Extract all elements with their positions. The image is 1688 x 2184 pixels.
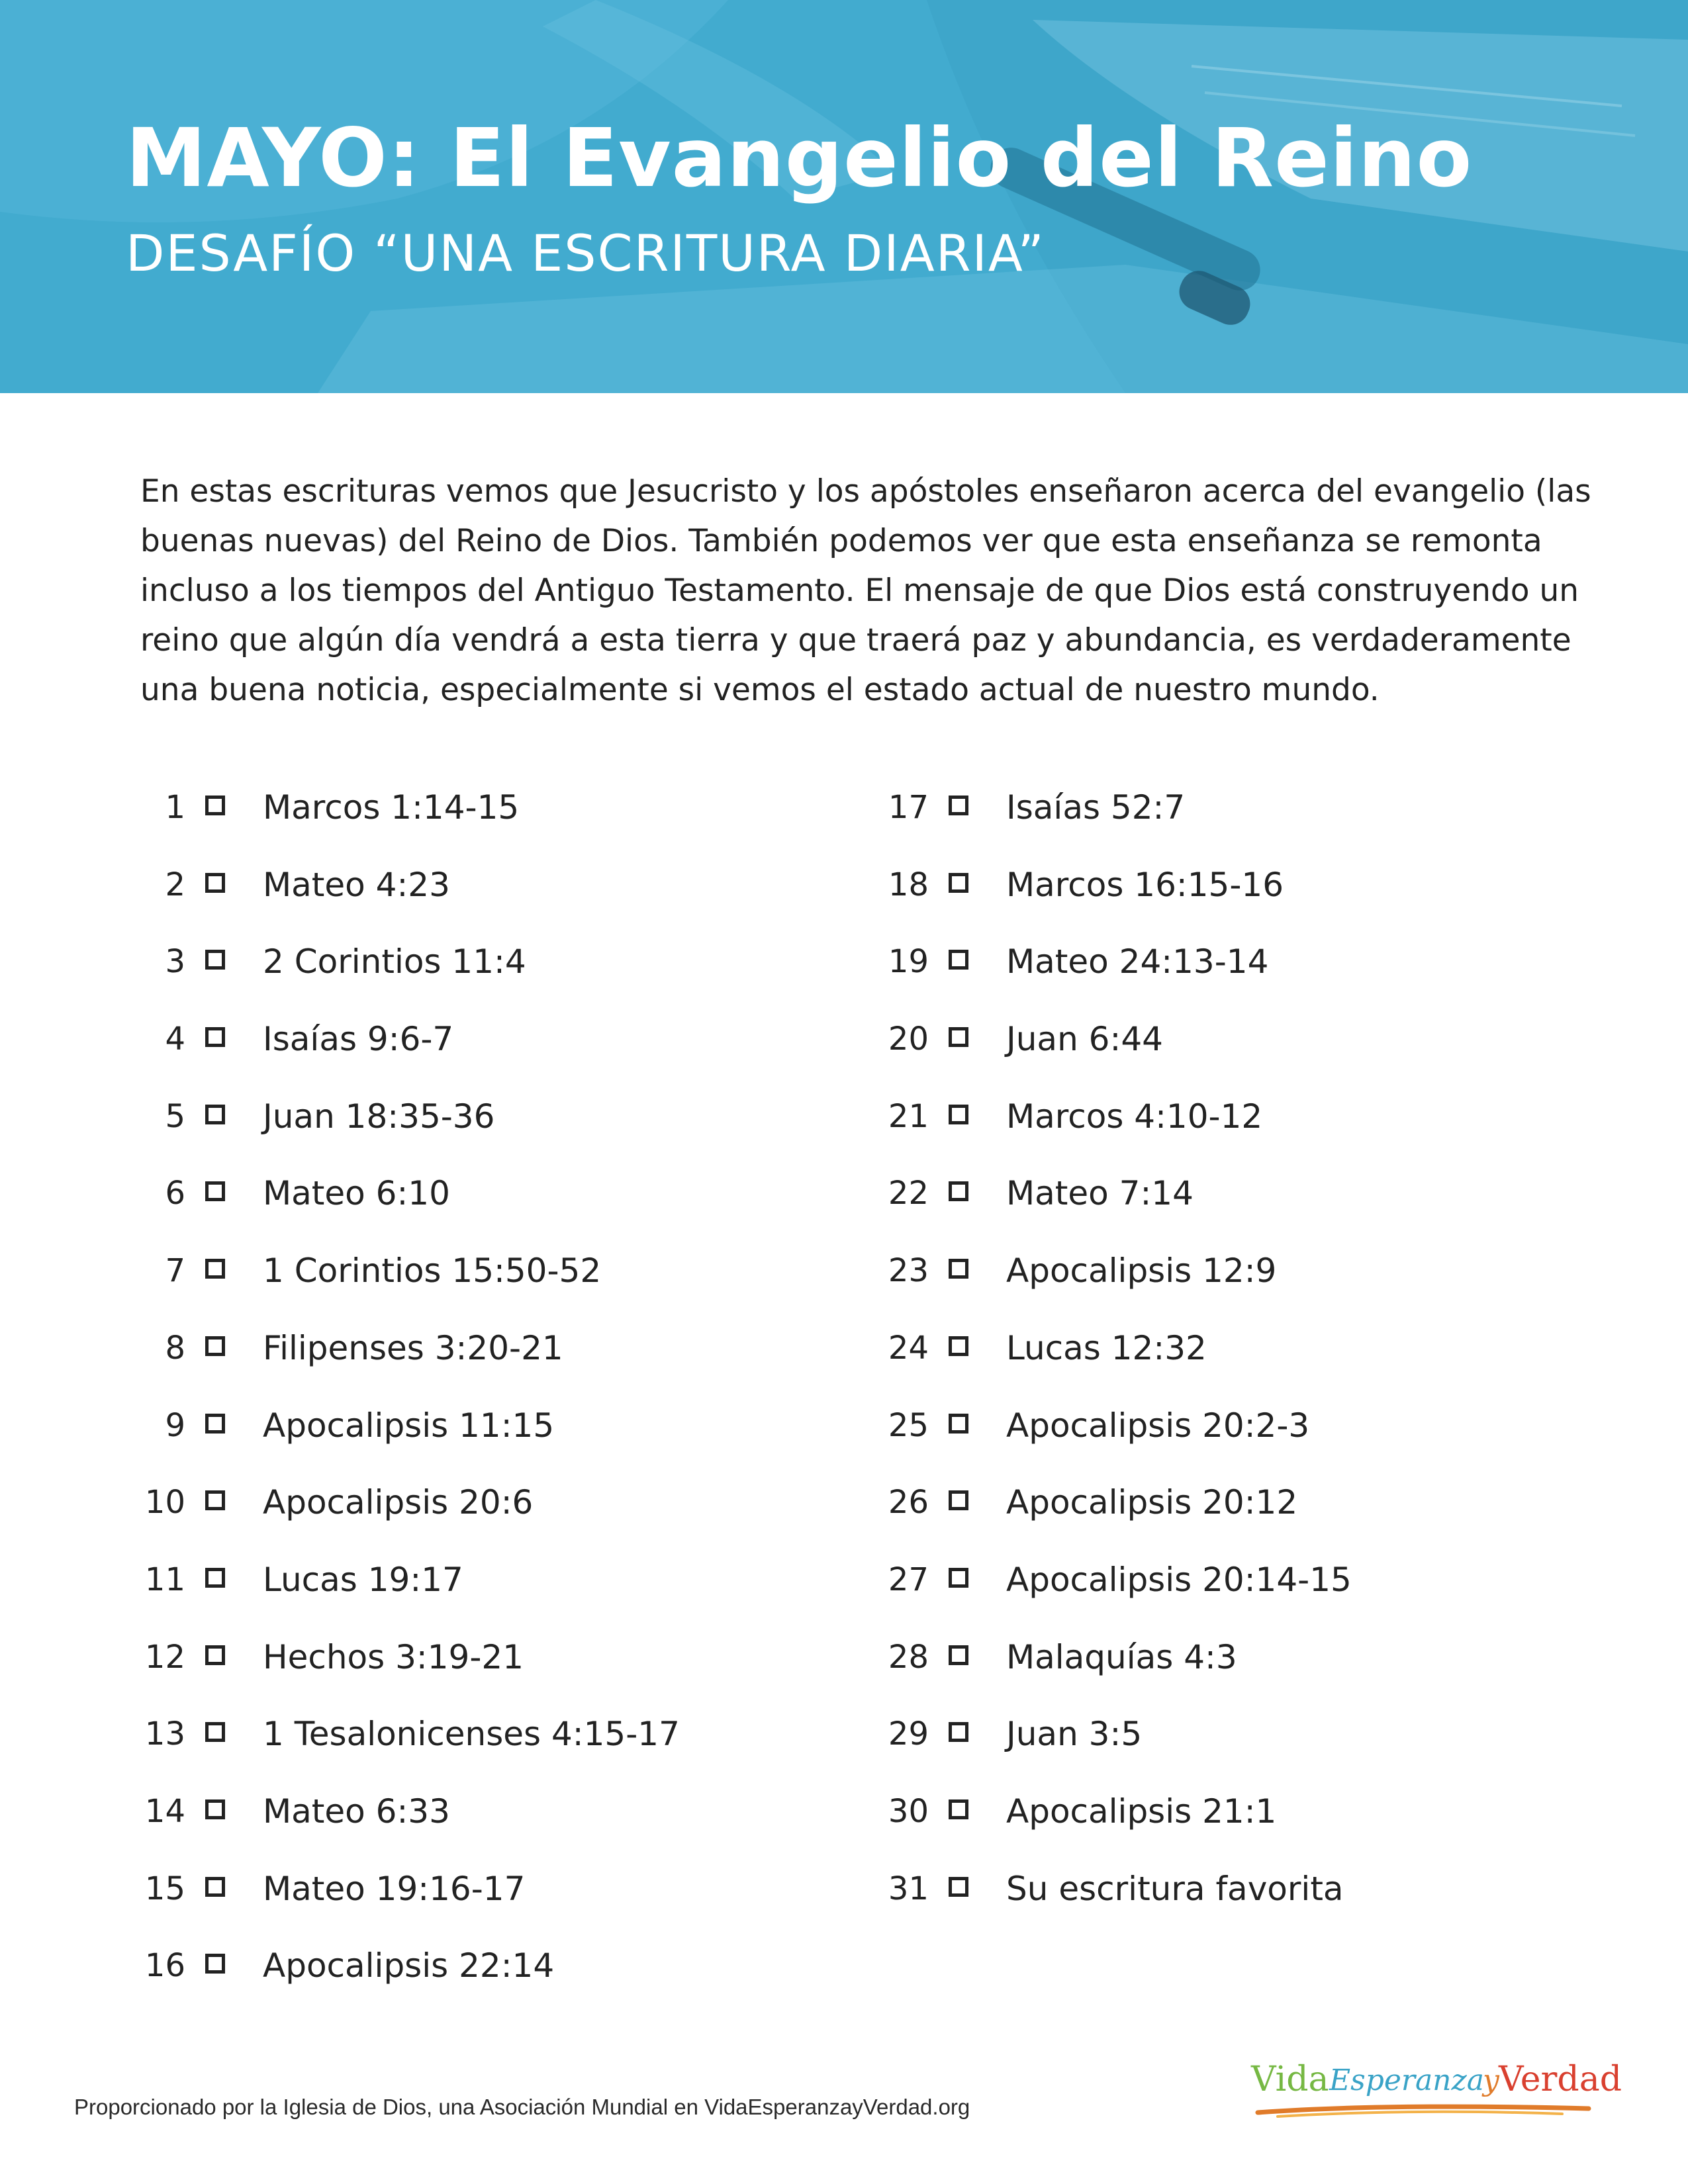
day-number: 26: [888, 1484, 929, 1522]
reading-row: [884, 1553, 1612, 1631]
reading-checkbox[interactable]: [205, 1799, 225, 1819]
reading-row: [140, 1322, 868, 1399]
reading-row: [140, 781, 868, 858]
scripture-reference: Marcos 4:10-12: [1006, 1097, 1263, 1136]
logo-word-verdad: Verdad: [1499, 2060, 1622, 2099]
logo-word-esperanza: Esperanza: [1329, 2064, 1484, 2097]
reading-checkbox[interactable]: [949, 1568, 968, 1588]
day-number: 18: [888, 866, 929, 903]
day-number: 29: [888, 1715, 929, 1753]
reading-row: [884, 1476, 1612, 1553]
logo-word-y: y: [1483, 2064, 1499, 2097]
reading-checkbox[interactable]: [205, 950, 225, 970]
reading-checkbox[interactable]: [205, 1722, 225, 1742]
reading-row: [884, 781, 1612, 858]
reading-checkbox[interactable]: [949, 1799, 968, 1819]
scripture-reference: Isaías 9:6-7: [263, 1020, 454, 1059]
reading-list-left: [140, 781, 868, 2017]
day-number: 13: [144, 1715, 185, 1753]
reading-row: [140, 1939, 868, 2017]
page-title: MAYO: El Evangelio del Reino: [126, 111, 1473, 205]
reading-row: [140, 1862, 868, 1940]
day-number: 3: [165, 943, 185, 981]
reading-checkbox[interactable]: [205, 1568, 225, 1588]
day-number: 9: [165, 1406, 185, 1444]
day-number: 23: [888, 1252, 929, 1290]
reading-checkbox[interactable]: [205, 796, 225, 815]
scripture-reference: Lucas 19:17: [263, 1560, 463, 1599]
scripture-reference: Marcos 1:14-15: [263, 788, 520, 827]
scripture-reference: Hechos 3:19-21: [263, 1637, 524, 1676]
reading-row: [884, 1322, 1612, 1399]
reading-row: [884, 1013, 1612, 1090]
reading-checkbox[interactable]: [205, 1259, 225, 1279]
reading-row: [884, 858, 1612, 936]
reading-checkbox[interactable]: [205, 1954, 225, 1974]
reading-checkbox[interactable]: [949, 1414, 968, 1433]
reading-row: [884, 1167, 1612, 1244]
scripture-reference: Mateo 6:33: [263, 1792, 450, 1831]
day-number: 17: [888, 789, 929, 826]
reading-checkbox[interactable]: [949, 1722, 968, 1742]
footer-credit: Proporcionado por la Iglesia de Dios, una Asociación Mundial en VidaEsperanzayVerdad.org: [74, 2095, 970, 2119]
scripture-reference: 1 Corintios 15:50-52: [263, 1251, 602, 1291]
scripture-reference: Su escritura favorita: [1006, 1869, 1344, 1908]
day-number: 16: [144, 1947, 185, 1985]
reading-row: [140, 1785, 868, 1862]
scripture-reference: Apocalipsis 11:15: [263, 1406, 555, 1445]
scripture-reference: Apocalipsis 12:9: [1006, 1251, 1277, 1291]
scripture-reference: Apocalipsis 22:14: [263, 1946, 555, 1985]
reading-row: [884, 1707, 1612, 1785]
scripture-reference: Malaquías 4:3: [1006, 1637, 1237, 1676]
reading-checkbox[interactable]: [205, 1027, 225, 1047]
logo-swoosh-icon: [1251, 2101, 1595, 2120]
scripture-reference: Juan 18:35-36: [263, 1097, 495, 1136]
scripture-reference: Mateo 24:13-14: [1006, 942, 1269, 981]
logo-word-vida: Vida: [1251, 2060, 1329, 2099]
reading-checkbox[interactable]: [949, 1027, 968, 1047]
scripture-reference: 1 Tesalonicenses 4:15-17: [263, 1715, 680, 1754]
day-number: 27: [888, 1561, 929, 1598]
reading-checkbox[interactable]: [949, 1877, 968, 1897]
scripture-reference: 2 Corintios 11:4: [263, 942, 526, 981]
day-number: 1: [165, 789, 185, 826]
reading-checkbox[interactable]: [205, 1181, 225, 1201]
day-number: 14: [144, 1792, 185, 1830]
intro-paragraph: En estas escrituras vemos que Jesucristo y los apóstoles enseñaron acerca del evangelio (las buenas nuevas) del Reino de Dios. También podemos ver que esta enseñanza se remonta incluso a los tiempos del Antiguo Testamento. El mensaje de que Dios está construyendo un reino que algún día vendrá a esta tierra y que traerá paz y abundancia, es verdaderamente una buena noticia, especialmente si vemos el estado actual de nuestro mundo.: [140, 473, 1591, 708]
day-number: 12: [144, 1638, 185, 1676]
day-number: 6: [165, 1175, 185, 1212]
reading-row: [884, 1862, 1612, 1940]
scripture-reference: Isaías 52:7: [1006, 788, 1186, 827]
reading-row: [140, 1090, 868, 1167]
reading-checkbox[interactable]: [205, 1490, 225, 1510]
reading-row: [140, 1013, 868, 1090]
reading-row: [884, 1631, 1612, 1708]
reading-checkbox[interactable]: [949, 796, 968, 815]
scripture-reference: Lucas 12:32: [1006, 1328, 1207, 1367]
scripture-reference: Apocalipsis 20:6: [263, 1483, 534, 1522]
day-number: 30: [888, 1792, 929, 1830]
reading-checkbox[interactable]: [949, 950, 968, 970]
day-number: 25: [888, 1406, 929, 1444]
scripture-reference: Apocalipsis 20:14-15: [1006, 1560, 1352, 1599]
reading-checkbox[interactable]: [205, 1645, 225, 1665]
scripture-reference: Mateo 19:16-17: [263, 1869, 526, 1908]
scripture-reference: Juan 3:5: [1006, 1715, 1143, 1754]
reading-row: [140, 1476, 868, 1553]
scripture-reference: Mateo 4:23: [263, 865, 450, 904]
day-number: 7: [165, 1252, 185, 1290]
scripture-reference: Apocalipsis 21:1: [1006, 1792, 1277, 1831]
header-banner: [0, 0, 1688, 393]
day-number: 10: [144, 1484, 185, 1522]
reading-row: [884, 935, 1612, 1013]
day-number: 15: [144, 1870, 185, 1907]
scripture-reference: Mateo 6:10: [263, 1174, 450, 1213]
reading-row: [884, 1244, 1612, 1322]
scripture-reference: Juan 6:44: [1006, 1020, 1163, 1059]
reading-list-right: [884, 781, 1612, 1939]
reading-checkbox[interactable]: [949, 1490, 968, 1510]
day-number: 8: [165, 1329, 185, 1367]
scripture-reference: Marcos 16:15-16: [1006, 865, 1284, 904]
day-number: 21: [888, 1097, 929, 1135]
reading-checkbox[interactable]: [205, 873, 225, 893]
reading-row: [140, 1167, 868, 1244]
vida-esperanza-verdad-logo: [1251, 2060, 1622, 2126]
day-number: 31: [888, 1870, 929, 1907]
scripture-reference: Apocalipsis 20:12: [1006, 1483, 1298, 1522]
reading-row: [140, 935, 868, 1013]
day-number: 5: [165, 1097, 185, 1135]
reading-row: [884, 1090, 1612, 1167]
scripture-reference: Mateo 7:14: [1006, 1174, 1194, 1213]
reading-checkbox[interactable]: [949, 1645, 968, 1665]
reading-row: [140, 858, 868, 936]
reading-row: [884, 1785, 1612, 1862]
day-number: 28: [888, 1638, 929, 1676]
reading-row: [140, 1399, 868, 1477]
day-number: 22: [888, 1175, 929, 1212]
reading-checkbox[interactable]: [949, 1336, 968, 1356]
reading-checkbox[interactable]: [949, 1181, 968, 1201]
reading-row: [140, 1553, 868, 1631]
page-subtitle: DESAFÍO “UNA ESCRITURA DIARIA”: [126, 224, 1045, 283]
day-number: 24: [888, 1329, 929, 1367]
reading-checkbox[interactable]: [949, 1105, 968, 1124]
reading-checkbox[interactable]: [205, 1414, 225, 1433]
reading-row: [140, 1707, 868, 1785]
reading-checkbox[interactable]: [205, 1336, 225, 1356]
scripture-reference: Apocalipsis 20:2-3: [1006, 1406, 1310, 1445]
day-number: 2: [165, 866, 185, 903]
day-number: 4: [165, 1021, 185, 1058]
scripture-reference: Filipenses 3:20-21: [263, 1328, 563, 1367]
reading-checkbox[interactable]: [205, 1877, 225, 1897]
reading-checkbox[interactable]: [949, 873, 968, 893]
day-number: 11: [144, 1561, 185, 1598]
reading-checkbox[interactable]: [949, 1259, 968, 1279]
reading-row: [884, 1399, 1612, 1477]
reading-row: [140, 1244, 868, 1322]
day-number: 19: [888, 943, 929, 981]
reading-row: [140, 1631, 868, 1708]
reading-checkbox[interactable]: [205, 1105, 225, 1124]
day-number: 20: [888, 1021, 929, 1058]
